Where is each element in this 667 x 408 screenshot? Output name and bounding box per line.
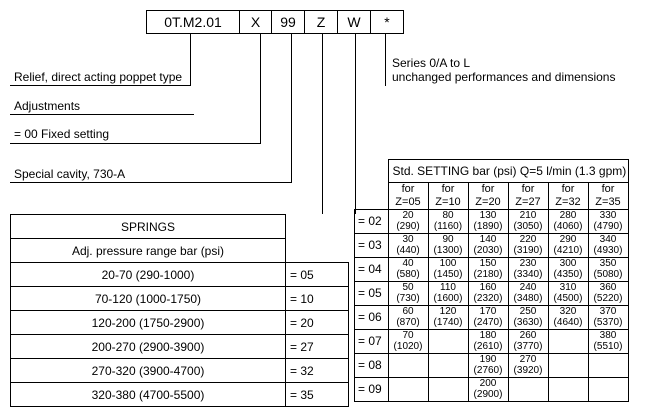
setting-column-header: for Z=32 bbox=[548, 183, 588, 210]
setting-value: 360 (5220) bbox=[588, 282, 628, 306]
setting-value: 210 (3050) bbox=[508, 210, 548, 234]
leader-adjustment bbox=[260, 34, 261, 143]
setting-value: 240 (3480) bbox=[508, 282, 548, 306]
code-part-spring: Z bbox=[304, 10, 338, 34]
setting-value: 70 (1020) bbox=[388, 330, 428, 354]
setting-value bbox=[548, 354, 588, 378]
springs-subtitle: Adj. pressure range bar (psi) bbox=[11, 239, 286, 263]
setting-value: 40 (580) bbox=[388, 258, 428, 282]
label-relief: Relief, direct acting poppet type bbox=[14, 70, 183, 84]
setting-value: 50 (730) bbox=[388, 282, 428, 306]
setting-value bbox=[428, 330, 468, 354]
setting-value: 30 (440) bbox=[388, 234, 428, 258]
leader-model bbox=[190, 34, 191, 85]
setting-value: 200 (2900) bbox=[468, 378, 508, 402]
table-row bbox=[11, 335, 349, 359]
table-row bbox=[11, 263, 349, 287]
leader-adjust-underline bbox=[10, 114, 194, 115]
setting-value: 20 (290) bbox=[388, 210, 428, 234]
setting-value: 310 (4500) bbox=[548, 282, 588, 306]
springs-title: SPRINGS bbox=[11, 215, 286, 239]
spring-code: = 20 bbox=[286, 311, 349, 335]
setting-column-header: for Z=27 bbox=[508, 183, 548, 210]
code-part-setting: 99 bbox=[271, 10, 305, 34]
table-row bbox=[355, 378, 629, 402]
setting-value: 350 (5080) bbox=[588, 258, 628, 282]
spring-code: = 35 bbox=[286, 383, 349, 407]
setting-code: = 08 bbox=[355, 354, 389, 378]
code-part-series: * bbox=[370, 10, 404, 34]
setting-value bbox=[548, 378, 588, 402]
setting-column-header: for Z=20 bbox=[468, 183, 508, 210]
spring-code: = 27 bbox=[286, 335, 349, 359]
setting-value: 80 (1160) bbox=[428, 210, 468, 234]
table-row bbox=[11, 359, 349, 383]
setting-code: = 02 bbox=[355, 210, 389, 234]
spring-range: 70-120 (1000-1750) bbox=[11, 287, 286, 311]
spring-range: 120-200 (1750-2900) bbox=[11, 311, 286, 335]
setting-value: 250 (3630) bbox=[508, 306, 548, 330]
setting-value: 120 (1740) bbox=[428, 306, 468, 330]
setting-code: = 06 bbox=[355, 306, 389, 330]
leader-cavity-underline bbox=[10, 182, 292, 183]
setting-value: 160 (2320) bbox=[468, 282, 508, 306]
table-row bbox=[355, 330, 629, 354]
setting-value: 220 (3190) bbox=[508, 234, 548, 258]
setting-value: 370 (5370) bbox=[588, 306, 628, 330]
table-row bbox=[355, 282, 629, 306]
setting-value bbox=[508, 378, 548, 402]
setting-code: = 03 bbox=[355, 234, 389, 258]
spring-code: = 32 bbox=[286, 359, 349, 383]
setting-value bbox=[548, 330, 588, 354]
label-adjustments: Adjustments bbox=[14, 99, 81, 113]
spring-range: 320-380 (4700-5500) bbox=[11, 383, 286, 407]
table-row bbox=[11, 311, 349, 335]
spring-code: = 10 bbox=[286, 287, 349, 311]
spring-range: 200-270 (2900-3900) bbox=[11, 335, 286, 359]
table-row bbox=[355, 306, 629, 330]
setting-column-header: for Z=05 bbox=[388, 183, 428, 210]
setting-value: 320 (4640) bbox=[548, 306, 588, 330]
setting-value: 90 (1300) bbox=[428, 234, 468, 258]
leader-series bbox=[385, 34, 386, 86]
setting-value: 180 (2610) bbox=[468, 330, 508, 354]
setting-column-header: for Z=35 bbox=[588, 183, 628, 210]
setting-value: 60 (870) bbox=[388, 306, 428, 330]
setting-value: 340 (4930) bbox=[588, 234, 628, 258]
setting-value: 170 (2470) bbox=[468, 306, 508, 330]
table-row bbox=[11, 287, 349, 311]
setting-value: 100 (1450) bbox=[428, 258, 468, 282]
setting-value: 260 (3770) bbox=[508, 330, 548, 354]
setting-value bbox=[588, 378, 628, 402]
spring-range: 270-320 (3900-4700) bbox=[11, 359, 286, 383]
table-row bbox=[355, 210, 629, 234]
label-series-1: Series 0/A to L bbox=[392, 56, 471, 70]
setting-value: 130 (1890) bbox=[468, 210, 508, 234]
code-part-model: 0T.M2.01 bbox=[146, 10, 240, 34]
std-setting-table bbox=[354, 159, 629, 402]
label-cavity: Special cavity, 730-A bbox=[14, 167, 126, 181]
code-part-cavity: W bbox=[337, 10, 371, 34]
leader-spring bbox=[291, 34, 292, 182]
setting-code: = 09 bbox=[355, 378, 389, 402]
setting-value bbox=[588, 354, 628, 378]
setting-title: Std. SETTING bar (psi) Q=5 l/min (1.3 gpm) bbox=[388, 160, 628, 183]
setting-value: 270 (3920) bbox=[508, 354, 548, 378]
setting-value: 330 (4790) bbox=[588, 210, 628, 234]
setting-value: 140 (2030) bbox=[468, 234, 508, 258]
setting-value bbox=[428, 354, 468, 378]
spring-range: 20-70 (290-1000) bbox=[11, 263, 286, 287]
setting-code: = 07 bbox=[355, 330, 389, 354]
label-fixed-setting: = 00 Fixed setting bbox=[14, 127, 110, 141]
leader-fixed-underline bbox=[10, 143, 261, 144]
setting-value: 230 (3340) bbox=[508, 258, 548, 282]
table-row bbox=[11, 383, 349, 407]
leader-cavity bbox=[322, 34, 323, 214]
setting-value bbox=[388, 378, 428, 402]
setting-value: 150 (2180) bbox=[468, 258, 508, 282]
spring-code: = 05 bbox=[286, 263, 349, 287]
setting-code: = 04 bbox=[355, 258, 389, 282]
code-part-adjustment: X bbox=[239, 10, 272, 34]
setting-value: 300 (4350) bbox=[548, 258, 588, 282]
setting-value: 380 (5510) bbox=[588, 330, 628, 354]
label-series-2: unchanged performances and dimensions bbox=[392, 70, 616, 84]
table-row bbox=[355, 354, 629, 378]
setting-code: = 05 bbox=[355, 282, 389, 306]
setting-value: 110 (1600) bbox=[428, 282, 468, 306]
setting-value: 290 (4210) bbox=[548, 234, 588, 258]
setting-value: 190 (2760) bbox=[468, 354, 508, 378]
setting-value bbox=[428, 378, 468, 402]
springs-table bbox=[10, 214, 349, 407]
setting-value bbox=[388, 354, 428, 378]
setting-value: 280 (4060) bbox=[548, 210, 588, 234]
leader-model-underline bbox=[10, 85, 191, 86]
table-row bbox=[355, 258, 629, 282]
table-row bbox=[355, 234, 629, 258]
setting-column-header: for Z=10 bbox=[428, 183, 468, 210]
